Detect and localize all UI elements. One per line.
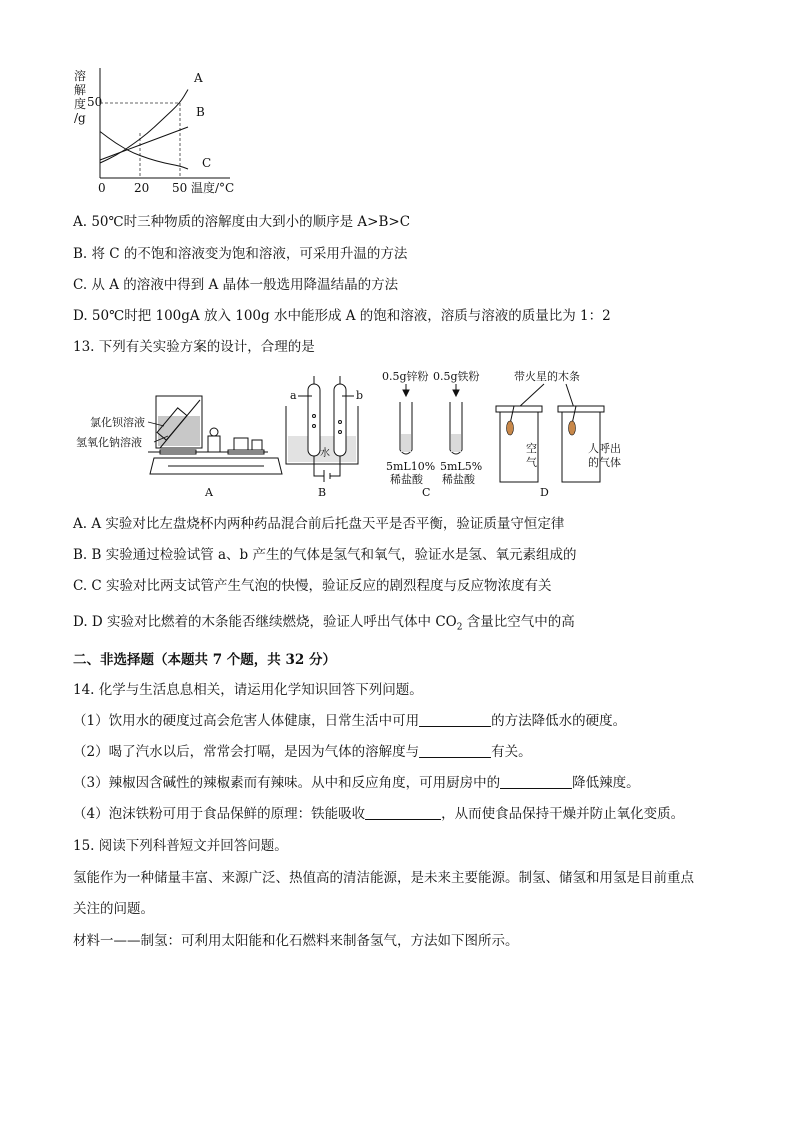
label-air-1: 空 [526,442,537,455]
caption-a: A [205,486,213,499]
q13-option-a: A. A 实验对比左盘烧杯内两种药品混合前后托盘天平是否平衡，验证质量守恒定律 [73,516,565,532]
label-water: 水 [320,448,330,459]
series-label-b: B [196,105,205,119]
label-barium-chloride: 氯化钡溶液 [90,416,145,429]
ylabel-char-3: 度 [74,97,87,111]
label-acid2-top: 5mL5% [440,460,483,473]
q14-p3-blank[interactable] [500,774,572,789]
q15-material-1: 材料一——制氢：可利用太阳能和化石燃料来制备氢气，方法如下图所示。 [73,933,519,949]
ylabel-char-4: /g [74,111,86,125]
q14-p4-pre: （4）泡沫铁粉可用于食品保鲜的原理：铁能吸收 [73,806,366,822]
series-label-c: C [202,156,212,170]
q14-p2-blank[interactable] [419,743,491,758]
ylabel-char-1: 溶 [74,69,87,83]
label-sodium-hydroxide: 氢氧化钠溶液 [76,436,142,449]
label-acid1-top: 5mL10% [386,460,436,473]
q13-option-c: C. C 实验对比两支试管产生气泡的快慢，验证反应的剧烈程度与反应物浓度有关 [73,578,552,594]
x-tick-50: 50 [172,181,188,195]
caption-d: D [540,486,549,499]
q14-part-1 [73,711,626,731]
apparatus-a-balance [148,396,282,474]
label-iron: 0.5g铁粉 [433,370,480,383]
q14-p1-blank[interactable] [419,712,491,727]
label-tube-a: a [290,389,297,402]
q14-p4-post: ，从而使食品保持干燥并防止氧化变质。 [441,806,685,822]
label-breath-2: 的气体 [588,456,621,469]
x-axis-label: 温度/°C [191,181,235,195]
y-tick-50: 50 [87,95,103,109]
q12-option-c: C. 从 A 的溶液中得到 A 晶体一般选用降温结晶的方法 [73,277,399,293]
label-glowing-stick: 带火星的木条 [514,370,580,383]
q14-p4-blank[interactable] [365,805,441,820]
label-breath-1: 人呼出 [588,442,621,455]
q14-p2-pre: （2）喝了汽水以后，常常会打嗝，是因为气体的溶解度与 [73,744,420,760]
q14-part-3 [73,773,640,793]
apparatus-b-electrolysis [286,376,358,482]
q15-para1-line1: 氢能作为一种储量丰富、来源广泛、热值高的清洁能源，是未来主要能源。制氢、储氢和用氢是目前重点 [73,870,694,886]
x-tick-0: 0 [98,181,106,195]
q13-option-b: B. B 实验通过检验试管 a、b 产生的气体是氢气和氧气，验证水是氢、氧元素组成的 [73,547,577,563]
q14-part-2 [73,742,532,762]
apparatus-a-labels [76,415,145,449]
label-air-2: 气 [526,456,537,469]
q15-para1-line2: 关注的问题。 [73,901,154,917]
q12-option-d: D. 50℃时把 100gA 放入 100g 水中能形成 A 的饱和溶液，溶质与溶液的质量比为 1：2 [73,308,611,324]
q15-stem: 15. 阅读下列科普短文并回答问题。 [73,838,288,854]
x-tick-20: 20 [134,181,150,195]
label-zinc: 0.5g锌粉 [382,370,429,383]
label-acid2-bot: 稀盐酸 [442,473,475,486]
series-label-a: A [194,71,203,85]
flame-right [569,421,576,435]
label-acid1-bot: 稀盐酸 [390,473,423,486]
apparatus-c-tubes [400,384,462,454]
q14-part-4 [73,804,684,824]
ylabel-char-2: 解 [74,83,87,97]
y-axis-label [74,68,86,125]
section-2-title: 二、非选择题（本题共 7 个题，共 32 分） [73,652,336,668]
curve-a [100,90,188,164]
co2-subscript: 2 [456,622,463,633]
q14-stem: 14. 化学与生活息息相关，请运用化学知识回答下列问题。 [73,682,423,698]
curve-b [100,127,188,160]
q14-p1-pre: （1）饮用水的硬度过高会危害人体健康，日常生活中可用 [73,713,420,729]
q13-option-d-post: 含量比空气中的高 [462,614,575,630]
q13-option-d [73,612,575,638]
caption-c: C [422,486,431,499]
caption-b: B [318,486,327,499]
q13-figure [68,366,628,506]
q12-option-a: A. 50℃时三种物质的溶解度由大到小的顺序是 A>B>C [73,214,411,230]
flame-left [507,421,514,435]
q14-p2-post: 有关。 [491,744,532,760]
q14-p3-pre: （3）辣椒因含碱性的辣椒素而有辣味。从中和反应角度，可用厨房中的 [73,775,501,791]
q14-p3-post: 降低辣度。 [572,775,640,791]
q13-option-d-pre: D. D 实验对比燃着的木条能否继续燃烧，验证人呼出气体中 CO [73,614,457,630]
curve-c [100,132,188,170]
solubility-chart [60,60,260,205]
label-tube-b: b [356,389,364,402]
q12-option-b: B. 将 C 的不饱和溶液变为饱和溶液，可采用升温的方法 [73,246,408,262]
q14-p1-post: 的方法降低水的硬度。 [491,713,627,729]
q13-stem: 13. 下列有关实验方案的设计，合理的是 [73,339,315,355]
